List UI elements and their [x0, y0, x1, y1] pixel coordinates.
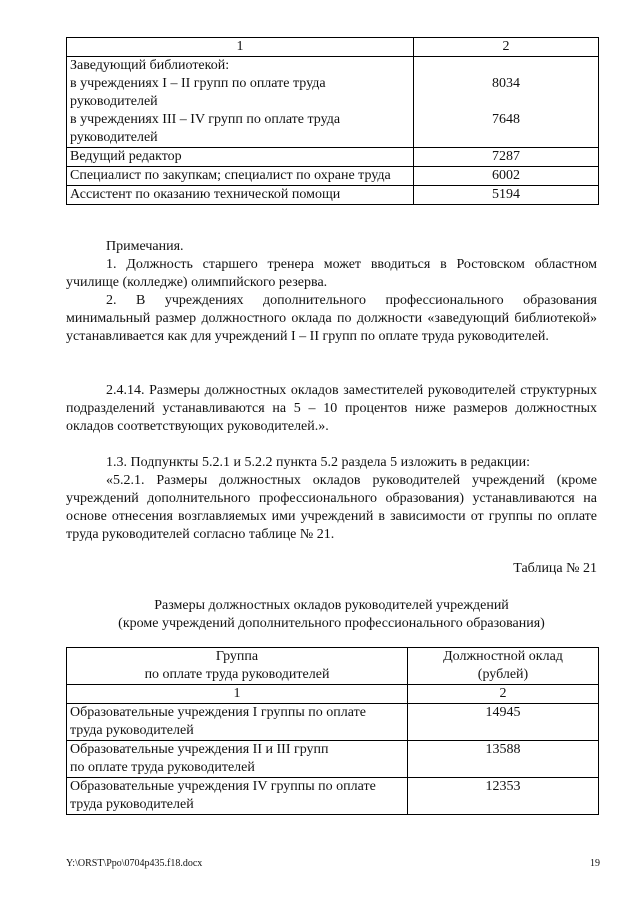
table-21-title-line: (кроме учреждений дополнительного профессионального образования) [118, 616, 545, 631]
table-21-caption: Таблица № 21 [513, 561, 597, 576]
row-line: руководителей [70, 130, 158, 145]
table-row [67, 778, 599, 815]
row-line: в учреждениях I – II групп по оплате труда [70, 76, 326, 91]
salary-value: 6002 [414, 167, 599, 186]
position-cell [67, 57, 414, 148]
page-number: 19 [590, 858, 600, 869]
table-header-row [67, 38, 599, 57]
column-numbers-row [67, 685, 599, 704]
row-line: руководителей [70, 94, 158, 109]
column-number-1: 1 [67, 685, 408, 704]
group-cell [67, 778, 408, 815]
row-line: труда руководителей [70, 723, 194, 738]
salary-value: 12353 [408, 778, 599, 815]
column-number-1: 1 [67, 38, 414, 57]
row-line: Заведующий библиотекой: [70, 58, 230, 73]
group-cell [67, 741, 408, 778]
salary-value: 5194 [414, 186, 599, 205]
table-row [67, 186, 599, 205]
row-line: Образовательные учреждения IV группы по оплате [70, 779, 376, 794]
group-cell [67, 704, 408, 741]
table-header-row [67, 648, 599, 685]
salary-value: 8034 [492, 76, 520, 91]
header-line: Группа [215, 649, 259, 664]
salary-cell [414, 57, 599, 148]
table-row [67, 57, 599, 148]
salary-value: 14945 [408, 704, 599, 741]
paragraph-2-4-14: 2.4.14. Размеры должностных окладов заместителей руководителей структурных подразделений устанавливаются на 5 – 10 процентов ниже размеров должностных окладов соответствующих руководителей.». [66, 383, 597, 434]
row-line: труда руководителей [70, 797, 194, 812]
footer-file-path: Y:\ORST\Ppo\0704p435.f18.docx [66, 858, 203, 869]
salary-table-continued [66, 37, 599, 205]
group-header [67, 648, 408, 685]
position-cell: Специалист по закупкам; специалист по охране труда [67, 167, 414, 186]
table-21-title-line: Размеры должностных окладов руководителей учреждений [154, 598, 509, 613]
salary-value: 7648 [492, 112, 520, 127]
table-row [67, 148, 599, 167]
table-21-title [66, 597, 597, 633]
salary-header [408, 648, 599, 685]
column-number-2: 2 [408, 685, 599, 704]
header-line: (рублей) [477, 667, 529, 682]
note-2: 2. В учреждениях дополнительного профессионального образования минимальный размер должностного оклада по должности «заведующий библиотекой» устанавливается как для учреждений I – II групп по оплате труда руководителей. [66, 293, 597, 344]
row-line: в учреждениях III – IV групп по оплате труда [70, 112, 341, 127]
position-cell: Ассистент по оказанию технической помощи [67, 186, 414, 205]
salary-value: 13588 [408, 741, 599, 778]
paragraph-1-3: 1.3. Подпункты 5.2.1 и 5.2.2 пункта 5.2 раздела 5 изложить в редакции: [106, 455, 531, 470]
notes-title: Примечания. [106, 239, 184, 254]
header-line: Должностной оклад [443, 649, 563, 664]
salary-table-21 [66, 647, 599, 815]
note-1: 1. Должность старшего тренера может вводиться в Ростовском областном училище (колледже) олимпийского резерва. [66, 257, 597, 290]
row-line: Образовательные учреждения I группы по оплате [70, 705, 366, 720]
row-line: по оплате труда руководителей [70, 760, 255, 775]
row-line: Образовательные учреждения II и III групп [70, 742, 329, 757]
position-cell: Ведущий редактор [67, 148, 414, 167]
salary-value: 7287 [414, 148, 599, 167]
table-row [67, 167, 599, 186]
column-number-2: 2 [414, 38, 599, 57]
header-line: по оплате труда руководителей [144, 667, 330, 682]
table-row [67, 741, 599, 778]
paragraph-5-2-1: «5.2.1. Размеры должностных окладов руководителей учреждений (кроме учреждений дополнительного профессионального образования) устанавливаются на основе отнесения возглавляемых ими учреждений в зависимости от группы по оплате труда руководителей согласно таблице № 21. [66, 473, 597, 542]
table-row [67, 704, 599, 741]
